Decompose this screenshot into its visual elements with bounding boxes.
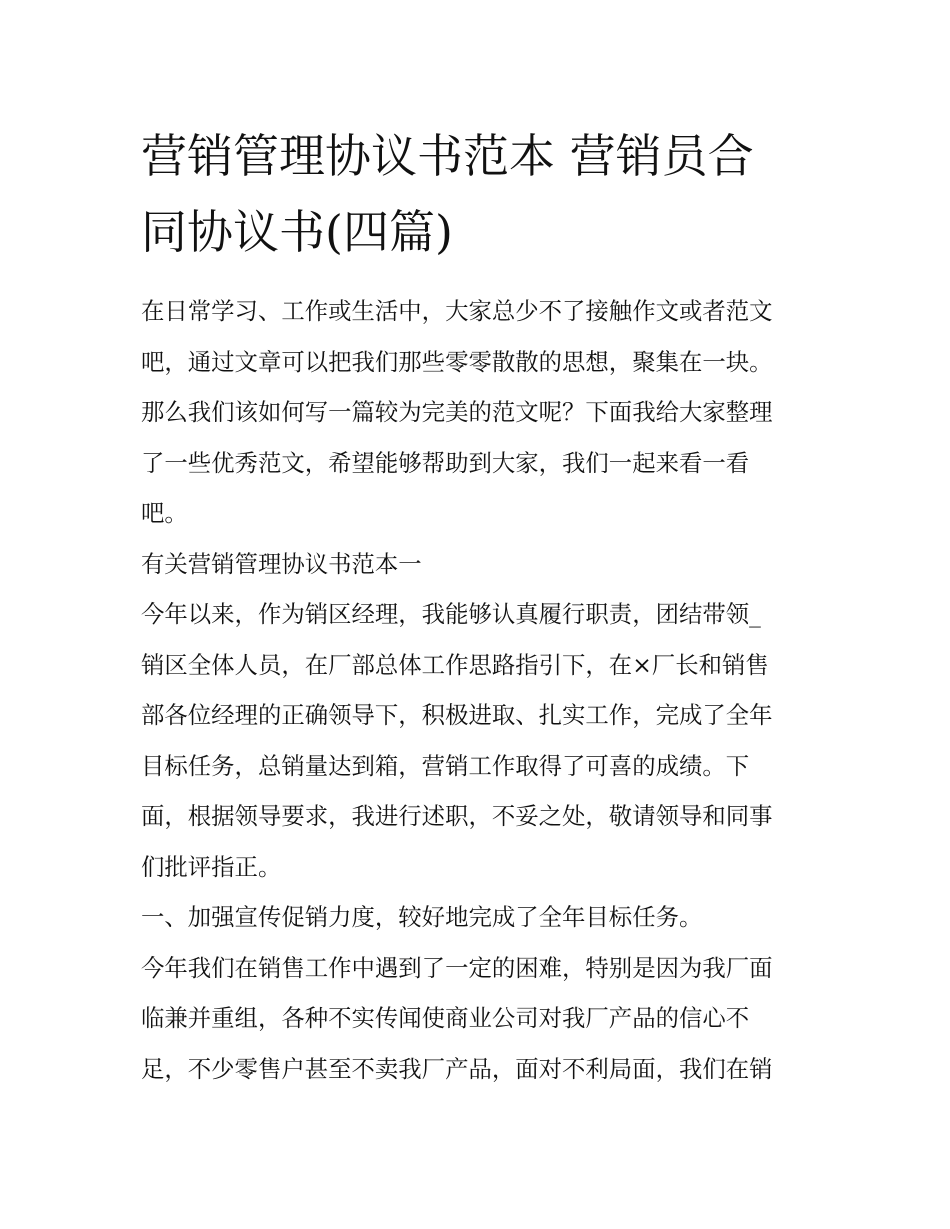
text-line: 吧，通过文章可以把我们那些零零散散的思想，聚集在一块。 bbox=[141, 347, 773, 376]
text-line: 目标任务，总销量达到箱，营销工作取得了可喜的成绩。下 bbox=[141, 751, 750, 780]
text-line: 今年我们在销售工作中遇到了一定的困难，特别是因为我厂面 bbox=[141, 953, 773, 982]
text-line: 们批评指正。 bbox=[141, 852, 282, 881]
text-line: 了一些优秀范文，希望能够帮助到大家，我们一起来看一看 bbox=[141, 448, 750, 477]
section-heading bbox=[141, 539, 813, 590]
text-line: 面，根据领导要求，我进行述职，不妥之处，敬请领导和同事 bbox=[141, 802, 773, 830]
body-paragraph bbox=[141, 943, 813, 1095]
text-line: 足，不少零售户甚至不卖我厂产品，面对不利局面，我们在销 bbox=[141, 1054, 773, 1083]
text-line: 那么我们该如何写一篇较为完美的范文呢？下面我给大家整理 bbox=[141, 398, 773, 426]
document-title bbox=[141, 118, 813, 270]
text-line: 部各位经理的正确领导下，积极进取、扎实工作，完成了全年 bbox=[141, 701, 773, 729]
text-line: 临兼并重组，各种不实传闻使商业公司对我厂产品的信心不 bbox=[141, 1004, 750, 1032]
text-line: 在日常学习、工作或生活中，大家总少不了接触作文或者范文 bbox=[141, 297, 773, 325]
text-line: 今年以来，作为销区经理，我能够认真履行职责，团结带领_ bbox=[141, 600, 761, 628]
text-line: 销区全体人员，在厂部总体工作思路指引下，在×厂长和销售 bbox=[141, 650, 769, 679]
intro-paragraph bbox=[141, 286, 813, 539]
text-line: 一、加强宣传促销力度，较好地完成了全年目标任务。 bbox=[141, 903, 703, 931]
title-line: 营销管理协议书范本 营销员合 bbox=[141, 129, 754, 183]
text-line: 有关营销管理协议书范本一 bbox=[141, 549, 422, 578]
title-line: 同协议书(四篇) bbox=[141, 205, 453, 259]
document-content bbox=[141, 118, 813, 1094]
text-line: 吧。 bbox=[141, 499, 188, 527]
subsection-heading bbox=[141, 892, 813, 943]
body-paragraph bbox=[141, 589, 813, 892]
